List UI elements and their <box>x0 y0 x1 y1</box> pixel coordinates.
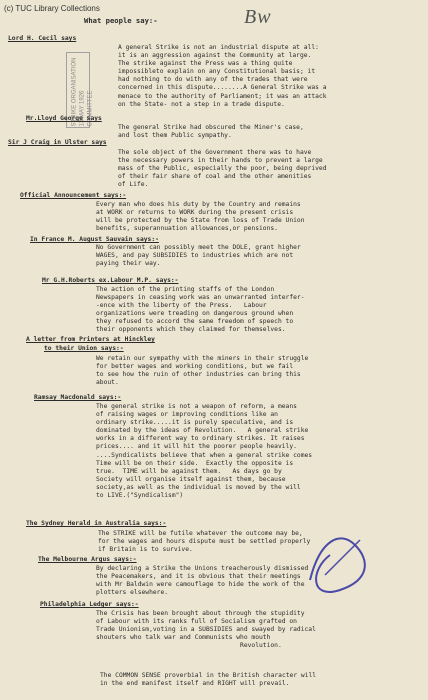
quote-line: to see how the ruin of other industries can bring this <box>96 371 301 379</box>
quote-line: The sole object of the Government there was to have <box>118 149 312 156</box>
quote-line: it is an aggression against the Community at large. <box>118 52 312 60</box>
quote-text <box>98 530 310 554</box>
speaker-heading: Philadelphia Ledger says:- <box>40 601 139 608</box>
copyright-notice: (c) TUC Library Collections <box>4 4 100 13</box>
quote-line: their opponents which they claimed for themselves. <box>96 326 286 334</box>
quote-line: Revolution. <box>96 642 282 650</box>
speaker-heading-continued: to their Union says:- <box>44 345 124 352</box>
quote-text <box>96 610 316 650</box>
closing-line: in the end manifest itself and RIGHT will prevail. <box>100 680 290 688</box>
quote-line: of their fair share of coal and the other amenities <box>118 173 312 181</box>
quote-line: works in a different way to ordinary strikes. It raises <box>96 435 305 443</box>
quote-line: had nothing to do with any of the trades that were <box>118 76 308 84</box>
stamp-line-1: STRIKE ORGANISATION <box>71 57 78 127</box>
quote-line: benefits, superannuation allowances,or pensions. <box>96 225 278 233</box>
quote-line: for better wages and working conditions, but we fail <box>96 363 294 371</box>
quote-line: Time will be on their side. Exactly the opposite is <box>96 459 294 467</box>
quote-line: The STRIKE will be futile whatever the outcome may be, <box>98 530 303 537</box>
quote-line: to LIVE.("Syndicalism") <box>96 492 184 500</box>
handwritten-initials: Bw <box>244 6 272 28</box>
quote-line: Society will organise itself against them, because <box>96 475 286 483</box>
speaker-heading: Mr.Lloyd George says <box>26 115 102 122</box>
speaker-heading: Ramsay Macdonald says:- <box>34 394 122 401</box>
quote-line: organizations were treading on dangerous ground when <box>96 310 294 318</box>
quote-line: of Labour with its ranks full of Socialism grafted on <box>96 618 297 626</box>
speaker-heading: In France M. August Sauvain says:- <box>30 236 159 243</box>
quote-line: paying their way. <box>96 260 161 268</box>
closing-statement <box>100 672 316 688</box>
quote-text <box>118 44 327 109</box>
speaker-heading: Mr G.H.Roberts ex.Labour M.P. says:- <box>42 277 179 284</box>
quote-line: The action of the printing staffs of the London <box>96 286 275 293</box>
quote-line: if Britain is to survive. <box>98 546 193 554</box>
quote-line: will be protected by the State from loss of Trade Union <box>96 217 305 225</box>
quote-line: mass of the Public, especially the poor, being deprived <box>118 165 327 173</box>
quote-line: dominated by the ideas of Revolution. A general strike <box>96 427 309 435</box>
quote-line: of Life. <box>118 181 149 189</box>
quote-line: plotters elsewhere. <box>96 589 169 597</box>
quote-line: on the State- not a step in a trade dispute. <box>118 100 285 108</box>
quote-line: true. TIME will be against them. As days go by <box>96 467 282 475</box>
quote-line: Every man who does his duty by the Country and remains <box>96 201 301 208</box>
quote-line: prices.... and it will hit the poorer people heavily. <box>96 443 297 451</box>
quote-line: -ence with the liberty of the Press. Labour <box>96 302 267 310</box>
quote-line: Newspapers in ceasing work was an unwarranted interfer- <box>96 294 305 302</box>
quote-line: with Mr Baldwin were camouflage to hide the work of the <box>96 581 305 589</box>
quote-line: they refused to accord the same freedom of speech to <box>96 318 294 326</box>
quote-text <box>96 286 305 335</box>
quote-line: No Government can possibly meet the DOLE, grant higher <box>96 244 301 251</box>
quote-line: about. <box>96 379 119 387</box>
quote-line: The Crisis has been brought about through the stupidity <box>96 610 305 617</box>
quote-line: for the wages and hours dispute must be settled properly <box>98 538 311 546</box>
quote-line: at WORK or returns to WORK during the present crisis <box>96 209 294 217</box>
stamp-line-3: COMMITTEE <box>87 90 94 127</box>
quote-line: impossibleto explain on any Constitutional basis; it <box>118 68 316 76</box>
quote-line: shouters who talk war and Communists who mouth <box>96 634 271 642</box>
quote-line: menace to the authority of Parliament; it was an attack <box>118 92 327 100</box>
quote-line: ....Syndicalists believe that when a general strike comes <box>96 451 313 459</box>
page-title: What people say:- <box>84 16 158 25</box>
pencil-scribble <box>300 520 380 600</box>
quote-text <box>118 149 327 189</box>
quote-text <box>118 124 304 140</box>
quote-text <box>96 201 305 233</box>
quote-text <box>96 244 301 268</box>
quote-line: By declaring a Strike the Unions treacherously dismissed <box>96 565 309 572</box>
quote-line: ordinary strike.....it is purely speculative, and is <box>96 419 294 427</box>
speaker-heading: A letter from Printers at Hinckley <box>26 336 155 343</box>
quote-line: Trade Unionism,voting in a SUBSIDIES and swayed by radical <box>96 626 316 634</box>
quote-line: of raising wages or improving conditions like an <box>96 411 278 419</box>
quote-text <box>96 565 308 597</box>
quote-line: WAGES, and pay SUBSIDIES to industries which are not <box>96 252 294 260</box>
speaker-heading: The Melbourne Argus says:- <box>38 556 137 563</box>
quote-line: the necessary powers in their hands to prevent a large <box>118 157 323 165</box>
quote-line: The general Strike had obscured the Miner's case, <box>118 124 304 131</box>
quote-line: The general strike is not a weapon of reform, a means <box>96 403 297 410</box>
quote-line: A general Strike is not an industrial dispute at all: <box>118 44 319 51</box>
quote-line: The strike against the Press was a thing quite <box>118 60 293 68</box>
speaker-heading: Lord H. Cecil says <box>8 35 77 42</box>
speaker-heading: Official Announcement says:- <box>20 192 127 199</box>
quote-line: and lost them Public sympathy. <box>118 132 232 140</box>
closing-line: The COMMON SENSE proverbial in the British character will <box>100 672 317 679</box>
quote-line: We retain our sympathy with the miners in their struggle <box>96 355 309 362</box>
speaker-heading: Sir J Craig in Ulster says <box>8 139 107 146</box>
quote-line: society,as well as the individual is moved by the will <box>96 483 301 491</box>
quote-text <box>96 403 312 500</box>
quote-line: concerned in this dispute........A General Strike was a <box>118 84 327 92</box>
speaker-heading: The Sydney Herald in Australia says:- <box>26 520 167 527</box>
quote-line: the Peacemakers, and it is obvious that their meetings <box>96 573 301 581</box>
quote-text <box>96 355 308 387</box>
stamp-line-2: 13 MAY 1926 <box>79 90 86 127</box>
